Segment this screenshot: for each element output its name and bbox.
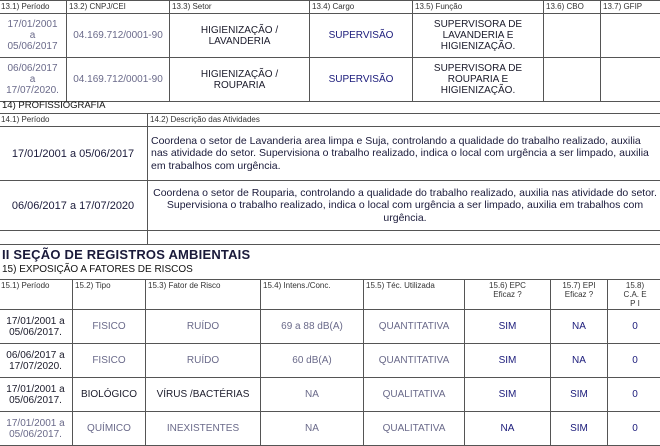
cell-epi: NA <box>551 310 608 344</box>
cell-fator: VÍRUS /BACTÉRIAS <box>146 378 261 412</box>
cell-epc: SIM <box>465 378 551 412</box>
setor-text: HIGIENIZAÇÃO / ROUPARIA <box>201 69 278 91</box>
cell-periodo: 17/01/2001 a 05/06/2017. <box>0 378 73 412</box>
table-row-empty <box>0 231 660 245</box>
header-setor: 13.3) Setor <box>170 1 310 14</box>
header-tipo: 15.2) Tipo <box>73 280 146 310</box>
header-fator: 15.3) Fator de Risco <box>146 280 261 310</box>
cell-descricao: Coordena o setor de Rouparia, controlando a qualidade do trabalho realizado, auxilia nas atividade do setor. Supervisiona o trabalho realizado, indica o local com urgência a ser limpado, auxilia em trabalhos com urgência. <box>148 181 660 231</box>
cell-fator: RUÍDO <box>146 310 261 344</box>
funcao-header-row <box>0 1 660 14</box>
cell-funcao <box>413 14 544 58</box>
cell-tec: QUANTITATIVA <box>364 344 465 378</box>
table-row <box>0 181 660 231</box>
header-cargo: 13.4) Cargo <box>310 1 413 14</box>
profissiografia-table <box>0 113 660 245</box>
cell-epc: SIM <box>465 310 551 344</box>
cell-intens: 69 a 88 dB(A) <box>261 310 364 344</box>
periodo-text: 06/06/2017 a 17/07/2020. <box>6 63 59 96</box>
header-tec: 15.5) Téc. Utilizada <box>364 280 465 310</box>
riscos-table <box>0 279 660 446</box>
funcao-text: SUPERVISORA DE ROUPARIA E HIGIENIZAÇÃO. <box>434 63 522 96</box>
cell-cbo <box>544 58 601 102</box>
cell-cnpj: 04.169.712/0001-90 <box>67 14 170 58</box>
cell-periodo <box>0 14 67 58</box>
cell-setor <box>170 58 310 102</box>
secao-subtitle: 15) EXPOSIÇÃO A FATORES DE RISCOS <box>2 264 193 275</box>
table-row <box>0 378 660 412</box>
header-periodo: 13.1) Período <box>0 1 67 14</box>
cell-fator: INEXISTENTES <box>146 412 261 446</box>
cell-ca: 0 <box>608 344 660 378</box>
secao-title: II SEÇÃO DE REGISTROS AMBIENTAIS <box>2 247 250 262</box>
header-funcao: 13.5) Função <box>413 1 544 14</box>
cell-tec: QUANTITATIVA <box>364 310 465 344</box>
header-epc: 15.6) EPC Eficaz ? <box>465 280 551 310</box>
header-intens: 15.4) Intens./Conc. <box>261 280 364 310</box>
cell-descricao: Coordena o setor de Lavanderia area limpa e Suja, controlando a qualidade do trabalho realizado, auxilia nas atividade do setor. Supervisiona o trabalho realizado, indica o local com urgência a ser limpado, auxilia em trabalhos com urgência. <box>148 127 660 181</box>
cell-tipo: BIOLÓGICO <box>73 378 146 412</box>
table-row <box>0 310 660 344</box>
profissiografia-title: 14) PROFISSIOGRAFIA <box>2 100 105 111</box>
cell-tipo: FISICO <box>73 310 146 344</box>
cell-intens: 60 dB(A) <box>261 344 364 378</box>
funcao-text: SUPERVISORA DE LAVANDERIA E HIGIENIZAÇÃO. <box>434 19 522 52</box>
cell-ca: 0 <box>608 310 660 344</box>
cell-epi: SIM <box>551 412 608 446</box>
header-gfip: 13.7) GFIP <box>601 1 660 14</box>
cell-periodo: 06/06/2017 a 17/07/2020. <box>0 344 73 378</box>
header-descricao: 14.2) Descrição das Atividades <box>148 114 660 127</box>
cell-gfip <box>601 58 660 102</box>
cell-tec: QUALITATIVA <box>364 378 465 412</box>
cell-periodo: 17/01/2001 a 05/06/2017. <box>0 310 73 344</box>
funcao-table <box>0 0 660 102</box>
cell-tipo: QUÍMICO <box>73 412 146 446</box>
header-epi: 15.7) EPI Eficaz ? <box>551 280 608 310</box>
riscos-header-row <box>0 280 660 310</box>
table-row <box>0 14 660 58</box>
cell-periodo: 17/01/2001 a 05/06/2017. <box>0 412 73 446</box>
cell-gfip <box>601 14 660 58</box>
table-row <box>0 58 660 102</box>
header-periodo: 15.1) Período <box>0 280 73 310</box>
table-row <box>0 127 660 181</box>
cell-epi: SIM <box>551 378 608 412</box>
cell-ca: 0 <box>608 378 660 412</box>
header-cbo: 13.6) CBO <box>544 1 601 14</box>
cell-setor <box>170 14 310 58</box>
table-row <box>0 344 660 378</box>
periodo-text: 17/01/2001 a 05/06/2017 <box>7 19 57 52</box>
cell-epi: NA <box>551 344 608 378</box>
setor-text: HIGIENIZAÇÃO / LAVANDERIA <box>201 25 278 47</box>
cell-cbo <box>544 14 601 58</box>
cell-fator: RUÍDO <box>146 344 261 378</box>
cell-tipo: FISICO <box>73 344 146 378</box>
table-row <box>0 412 660 446</box>
cell-intens: NA <box>261 378 364 412</box>
cell-periodo: 17/01/2001 a 05/06/2017 <box>0 127 148 181</box>
cell-epc: NA <box>465 412 551 446</box>
cell-funcao <box>413 58 544 102</box>
header-cnpj: 13.2) CNPJ/CEI <box>67 1 170 14</box>
header-ca: 15.8) C.A. E P I <box>608 280 660 310</box>
cell-intens: NA <box>261 412 364 446</box>
cell-tec: QUALITATIVA <box>364 412 465 446</box>
cell-empty <box>0 231 148 245</box>
cell-periodo: 06/06/2017 a 17/07/2020 <box>0 181 148 231</box>
cell-cargo: SUPERVISÃO <box>310 14 413 58</box>
cell-empty <box>148 231 660 245</box>
profissiografia-header-row <box>0 114 660 127</box>
cell-ca: 0 <box>608 412 660 446</box>
cell-epc: SIM <box>465 344 551 378</box>
header-periodo: 14.1) Período <box>0 114 148 127</box>
cell-cnpj: 04.169.712/0001-90 <box>67 58 170 102</box>
cell-cargo: SUPERVISÃO <box>310 58 413 102</box>
cell-periodo <box>0 58 67 102</box>
